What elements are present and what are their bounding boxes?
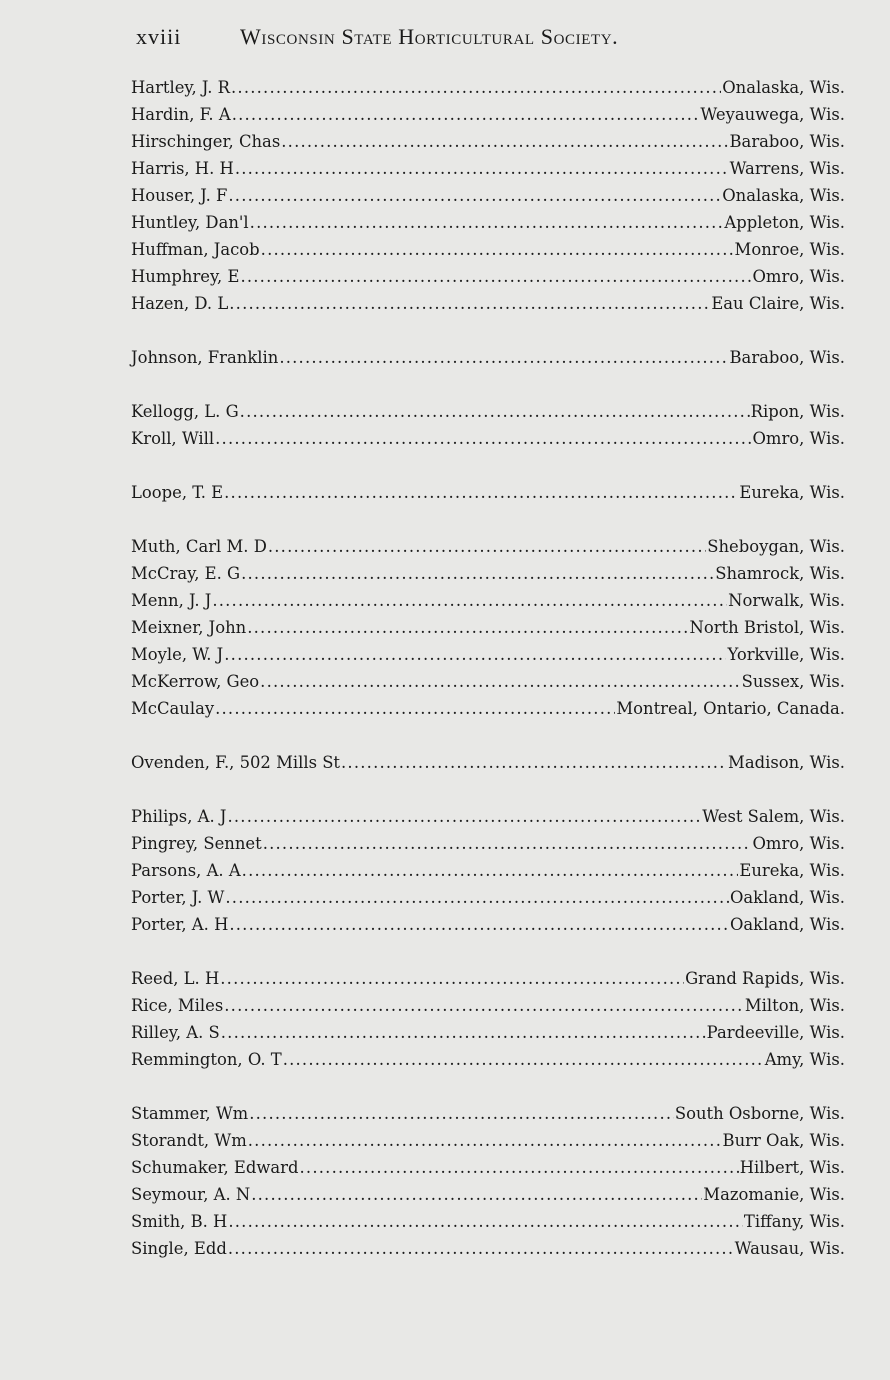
member-location: Oakland, Wis.	[729, 915, 845, 934]
member-name: Huffman, Jacob	[131, 240, 260, 259]
member-group	[131, 1100, 845, 1262]
member-name: McCaulay	[131, 699, 215, 718]
dot-leader	[215, 695, 615, 722]
member-name: Rice, Miles	[131, 996, 224, 1015]
member-name: Muth, Carl M. D	[131, 537, 267, 556]
member-location: Ripon, Wis.	[750, 402, 845, 421]
member-location: Madison, Wis.	[728, 753, 845, 772]
member-location: Norwalk, Wis.	[728, 591, 845, 610]
member-entry	[131, 533, 845, 560]
member-name: Stammer, Wm	[131, 1104, 249, 1123]
member-location: South Osborne, Wis.	[674, 1104, 845, 1123]
member-location: Monroe, Wis.	[734, 240, 845, 259]
member-entry	[131, 263, 845, 290]
member-entry	[131, 992, 845, 1019]
member-location: Onalaska, Wis.	[722, 78, 845, 97]
running-title: Wisconsin State Horticultural Society.	[240, 24, 619, 49]
member-group	[131, 74, 845, 317]
dot-leader	[248, 1127, 722, 1154]
member-group	[131, 749, 845, 776]
member-location: Sheboygan, Wis.	[707, 537, 845, 556]
member-entry	[131, 1127, 845, 1154]
dot-leader	[235, 155, 729, 182]
member-name: Harris, H. H	[131, 159, 234, 178]
member-entry	[131, 1100, 845, 1127]
member-entry	[131, 560, 845, 587]
member-entry	[131, 290, 845, 317]
member-name: Hazen, D. L	[131, 294, 229, 313]
dot-leader	[231, 74, 721, 101]
member-location: Wausau, Wis.	[734, 1239, 845, 1258]
member-entry	[131, 398, 845, 425]
member-entry	[131, 182, 845, 209]
member-entry	[131, 1208, 845, 1235]
member-location: Sussex, Wis.	[741, 672, 845, 691]
member-entry	[131, 425, 845, 452]
member-location: Omro, Wis.	[752, 429, 845, 448]
member-name: Hirschinger, Chas	[131, 132, 281, 151]
dot-leader	[229, 911, 729, 938]
member-name: Kroll, Will	[131, 429, 215, 448]
member-list	[131, 74, 845, 1289]
dot-leader	[224, 992, 744, 1019]
dot-leader	[227, 803, 701, 830]
member-entry	[131, 1046, 845, 1073]
member-location: Weyauwega, Wis.	[700, 105, 845, 124]
member-location: Milton, Wis.	[744, 996, 845, 1015]
member-name: Porter, A. H	[131, 915, 229, 934]
dot-leader	[281, 128, 728, 155]
dot-leader	[268, 533, 706, 560]
member-location: Yorkville, Wis.	[727, 645, 845, 664]
member-entry	[131, 857, 845, 884]
member-entry	[131, 1181, 845, 1208]
dot-leader	[240, 263, 751, 290]
member-location: Tiffany, Wis.	[743, 1212, 845, 1231]
member-entry	[131, 830, 845, 857]
member-location: Eureka, Wis.	[739, 483, 845, 502]
member-name: Kellogg, L. G	[131, 402, 239, 421]
member-name: Philips, A. J	[131, 807, 227, 826]
member-entry	[131, 479, 845, 506]
member-name: Smith, B. H	[131, 1212, 228, 1231]
member-location: Appleton, Wis.	[724, 213, 845, 232]
dot-leader	[225, 884, 729, 911]
member-location: Pardeeville, Wis.	[706, 1023, 845, 1042]
member-entry	[131, 749, 845, 776]
member-entry	[131, 884, 845, 911]
member-name: Moyle, W. J	[131, 645, 224, 664]
member-location: Oakland, Wis.	[729, 888, 845, 907]
member-name: McKerrow, Geo	[131, 672, 260, 691]
member-location: Baraboo, Wis.	[729, 132, 845, 151]
dot-leader	[279, 344, 728, 371]
dot-leader	[212, 587, 727, 614]
member-name: Single, Edd	[131, 1239, 227, 1258]
member-entry	[131, 1019, 845, 1046]
member-location: North Bristol, Wis.	[689, 618, 845, 637]
dot-leader	[263, 830, 752, 857]
dot-leader	[220, 965, 684, 992]
member-entry	[131, 1154, 845, 1181]
member-entry	[131, 614, 845, 641]
dot-leader	[283, 1046, 764, 1073]
member-location: Burr Oak, Wis.	[722, 1131, 845, 1150]
member-location: Montreal, Ontario, Canada.	[616, 699, 845, 718]
member-name: Porter, J. W	[131, 888, 225, 907]
member-name: Loope, T. E	[131, 483, 224, 502]
dot-leader	[215, 425, 751, 452]
member-location: Warrens, Wis.	[729, 159, 845, 178]
page-header	[136, 24, 816, 54]
member-name: Hardin, F. A	[131, 105, 231, 124]
member-name: Remmington, O. T	[131, 1050, 282, 1069]
member-entry	[131, 74, 845, 101]
member-entry	[131, 101, 845, 128]
dot-leader	[247, 614, 688, 641]
member-name: Hartley, J. R	[131, 78, 230, 97]
member-name: Humphrey, E	[131, 267, 240, 286]
member-entry	[131, 155, 845, 182]
dot-leader	[241, 560, 714, 587]
dot-leader	[249, 1100, 674, 1127]
member-location: Shamrock, Wis.	[715, 564, 845, 583]
member-name: Pingrey, Sennet	[131, 834, 262, 853]
dot-leader	[228, 182, 721, 209]
dot-leader	[228, 1208, 743, 1235]
member-group	[131, 398, 845, 452]
member-name: Parsons, A. A	[131, 861, 241, 880]
member-location: West Salem, Wis.	[702, 807, 845, 826]
member-location: Baraboo, Wis.	[729, 348, 845, 367]
dot-leader	[341, 749, 727, 776]
dot-leader	[229, 290, 710, 317]
member-name: Huntley, Dan'l	[131, 213, 249, 232]
dot-leader	[251, 1181, 702, 1208]
member-name: Ovenden, F., 502 Mills St	[131, 753, 341, 772]
dot-leader	[228, 1235, 734, 1262]
member-name: McCray, E. G	[131, 564, 241, 583]
member-entry	[131, 695, 845, 722]
member-group	[131, 533, 845, 722]
member-name: Reed, L. H	[131, 969, 220, 988]
member-entry	[131, 587, 845, 614]
member-name: Meixner, John	[131, 618, 247, 637]
member-entry	[131, 965, 845, 992]
dot-leader	[242, 857, 739, 884]
member-location: Eureka, Wis.	[739, 861, 845, 880]
member-location: Onalaska, Wis.	[722, 186, 845, 205]
member-location: Grand Rapids, Wis.	[685, 969, 845, 988]
member-group	[131, 803, 845, 938]
member-location: Eau Claire, Wis.	[711, 294, 845, 313]
member-group	[131, 479, 845, 506]
dot-leader	[232, 101, 700, 128]
dot-leader	[221, 1019, 706, 1046]
member-name: Schumaker, Edward	[131, 1158, 299, 1177]
member-location: Omro, Wis.	[752, 834, 845, 853]
member-location: Omro, Wis.	[752, 267, 845, 286]
member-location: Mazomanie, Wis.	[703, 1185, 845, 1204]
member-name: Storandt, Wm	[131, 1131, 247, 1150]
member-group	[131, 965, 845, 1073]
dot-leader	[224, 479, 738, 506]
member-entry	[131, 803, 845, 830]
member-entry	[131, 209, 845, 236]
dot-leader	[240, 398, 750, 425]
member-location: Hilbert, Wis.	[739, 1158, 845, 1177]
dot-leader	[260, 668, 740, 695]
member-entry	[131, 1235, 845, 1262]
member-name: Seymour, A. N	[131, 1185, 251, 1204]
member-entry	[131, 641, 845, 668]
member-entry	[131, 128, 845, 155]
dot-leader	[300, 1154, 739, 1181]
page-number: xviii	[136, 24, 182, 49]
member-location: Amy, Wis.	[764, 1050, 845, 1069]
dot-leader	[261, 236, 734, 263]
member-entry	[131, 236, 845, 263]
member-entry	[131, 668, 845, 695]
member-name: Johnson, Franklin	[131, 348, 279, 367]
member-entry	[131, 911, 845, 938]
member-name: Rilley, A. S	[131, 1023, 220, 1042]
dot-leader	[224, 641, 726, 668]
dot-leader	[250, 209, 724, 236]
member-name: Menn, J. J	[131, 591, 212, 610]
member-entry	[131, 344, 845, 371]
member-group	[131, 344, 845, 371]
member-name: Houser, J. F	[131, 186, 228, 205]
